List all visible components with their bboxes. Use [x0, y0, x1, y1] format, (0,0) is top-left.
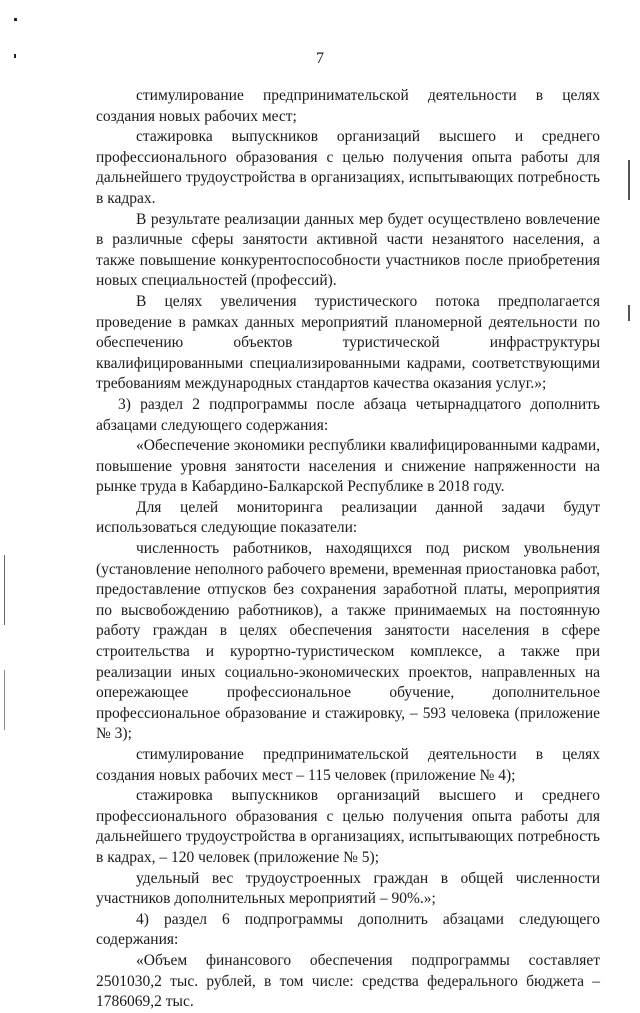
paragraph: стажировка выпускников организаций высшего и среднего профессионального образования с целью получения опыта работы для дальнейшего трудоустройства в организациях, испытывающих потребность в кадрах. [96, 128, 600, 207]
paragraph: В целях увеличения туристического потока предполагается проведение в рамках данных мероприятий планомерной деятельности по обеспечению объектов туристической инфраструктуры квалифицированными специализированными кадрами, соответствующими требованиям международных стандартов качества оказания услуг.»; [96, 292, 600, 393]
scan-artifact-line [628, 160, 630, 200]
paragraph: удельный вес трудоустроенных граждан в общей численности участников дополнительных мероприятий – 90%.»; [96, 869, 600, 908]
scan-artifact-edge [4, 670, 5, 730]
paragraph: численность работников, находящихся под риском увольнения (установление неполного рабочего времени, временная приостановка работ, предоставление отпусков без сохранения заработной платы, мероприятия по высвобождению работников), а также принимаемых на постоянную работу граждан в целях обеспечения занятости населения в сфере строительства и курортно-туристическом комплексе, а также при реализации иных социально-экономических проектов, направленных на опережающее профессиональное обучение, дополнительное профессиональное образование и стажировку, – 593 человека (приложение № 3); [96, 540, 600, 743]
paragraph: 3) раздел 2 подпрограммы после абзаца четырнадцатого дополнить абзацами следующего содержания: [96, 395, 600, 434]
paragraph: В результате реализации данных мер будет осуществлено вовлечение в различные сферы занятости активной части незанятого населения, а также повышение конкурентоспособности участников после приобретения новых специальностей (профессий). [96, 210, 600, 290]
paragraph: стажировка выпускников организаций высшего и среднего профессионального образования с целью получения опыта работы для дальнейшего трудоустройства в организациях, испытывающих потребность в кадрах, – 120 человек (приложение № 5); [96, 787, 600, 866]
scan-artifact-dot [14, 18, 17, 21]
page-number: 7 [316, 50, 324, 67]
paragraph: стимулирование предпринимательской деятельности в целях создания новых рабочих мест – 115 человек (приложение № 4); [96, 746, 600, 784]
scan-artifact-line [628, 305, 630, 321]
paragraph: Для целей мониторинга реализации данной задачи будут использоваться следующие показатели: [96, 498, 600, 537]
paragraph: «Обеспечение экономики республики квалифицированными кадрами, повышение уровня занятости населения и снижение напряженности на рынке труда в Кабардино-Балкарской Республике в 2018 году. [96, 437, 600, 496]
paragraph: 4) раздел 6 подпрограммы дополнить абзацами следующего содержания: [96, 910, 600, 949]
paragraph: «Объем финансового обеспечения подпрограммы составляет 2501030,2 тыс. рублей, в том числе: средства федерального бюджета – 1786069,2 тыс. [96, 951, 600, 1011]
document-body [96, 86, 600, 1013]
paragraph: стимулирование предпринимательской деятельности в целях создания новых рабочих мест; [96, 87, 600, 125]
scan-artifact-edge [4, 555, 5, 625]
